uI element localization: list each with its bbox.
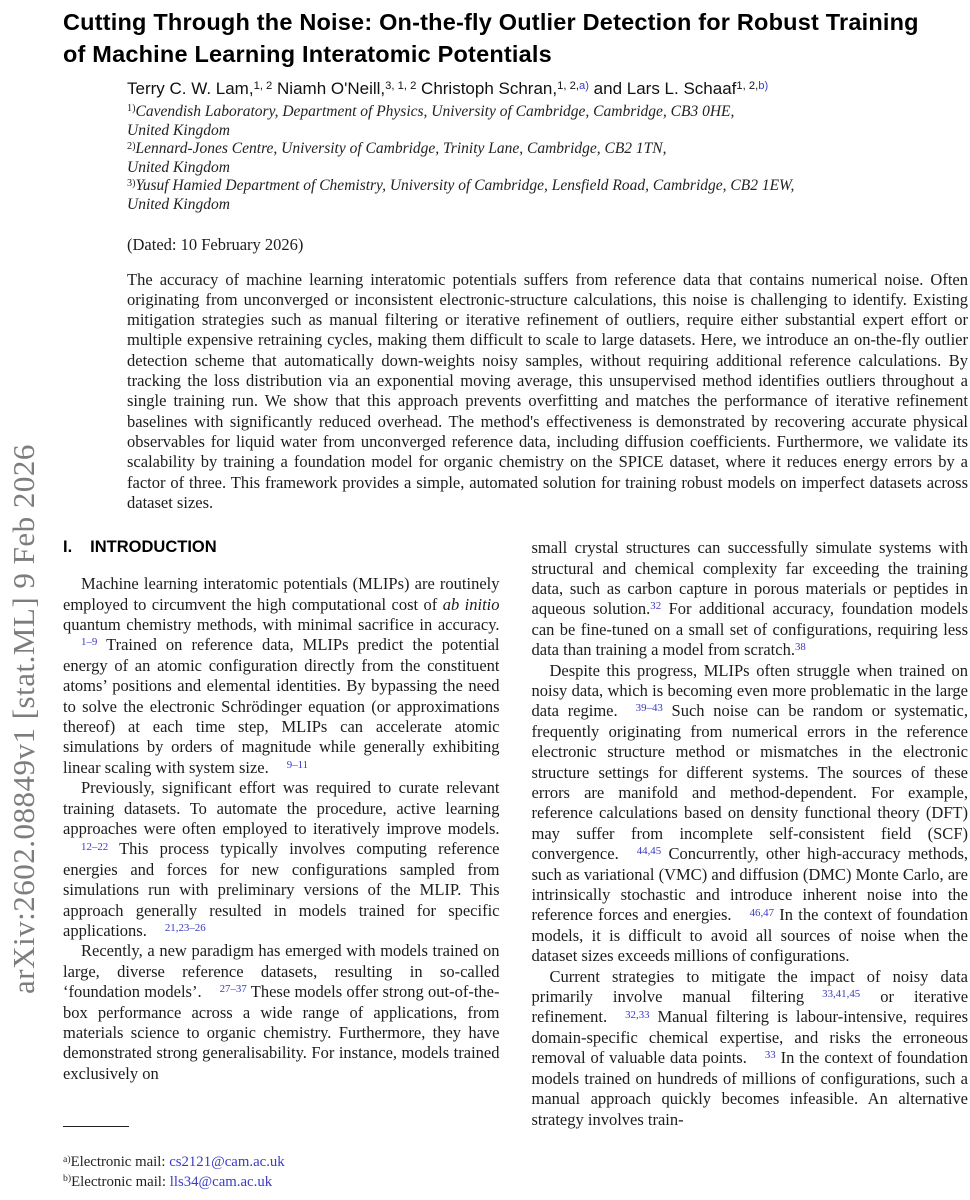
paragraph: Current strategies to mitigate the impact of noisy data primarily involve manual filtering 33,41,45 or iterative refinement. 32,33 Manual filtering is labour-intensive, requires domain-specific chemical expertise, and risks the erroneous removal of valuable data points. 33 In the context of foundation models trained on hundreds of millions of configurations, such a manual approach quickly becomes infeasible. An alternative strategy involves train- <box>531 966 969 1129</box>
footnote-block <box>63 1126 503 1200</box>
email-link[interactable]: lls34@cam.ac.uk <box>169 1173 273 1190</box>
paragraph: Previously, significant effort was required to curate relevant training datasets. To automate the procedure, active learning approaches were often employed to iteratively improve models.12–22 This process typically involves computing reference energies and forces for new configurations sampled from simulations run with preliminary versions of the MLIP. This approach generally resulted in models trained for specific applications. 21,23–26 <box>63 778 500 941</box>
section-heading-introduction <box>63 538 500 557</box>
footnote-b: b)Electronic mail: lls34@cam.ac.uk <box>63 1173 273 1190</box>
abstract: The accuracy of machine learning interatomic potentials suffers from reference data that contains numerical noise. Often originating from unconverged or inconsistent electronic-structure calculations, this noise is challenging to identify. Existing mitigation strategies such as manual filtering or iterative refinement of outliers, require either substantial expert effort or multiple expensive retraining cycles, making them difficult to scale to large datasets. Here, we introduce an on-the-fly outlier detection scheme that automatically down-weights noisy samples, without requiring additional reference calculations. By tracking the loss distribution via an exponential moving average, this unsupervised method identifies outliers throughout a single training run. We show that this approach prevents overfitting and matches the performance of iterative refinement baselines with significantly reduced overhead. The method's effectiveness is demonstrated by recovering accurate physical observables for liquid water from unconverged reference data, including diffusion coefficients. Furthermore, we validate its scalability by training a foundation model for organic chemistry on the SPICE dataset, where it reduces energy errors by a factor of three. This framework provides a simple, automated solution for training robust models on imperfect datasets across dataset sizes. <box>127 269 968 512</box>
paragraph: Recently, a new paradigm has emerged with models trained on large, diverse reference datasets, resulting in so-called ‘foundation models’. 27–37 These models offer strong out-of-the-box performance across a wide range of applications, from materials science to organic chemistry. Furthermore, they have demonstrated strong generalisability. For instance, models trained exclusively on <box>63 941 500 1083</box>
paper-title-line2: of Machine Learning Interatomic Potentials <box>63 41 552 67</box>
affiliation-3: 3)Yusuf Hamied Department of Chemistry, University of Cambridge, Lensfield Road, Cambridge, CB2 1EW, United Kingdom <box>127 177 795 213</box>
affiliations <box>127 103 968 215</box>
date-line: (Dated: 10 February 2026) <box>127 234 304 254</box>
section-title: INTRODUCTION <box>90 538 217 557</box>
affiliation-2: 2)Lennard-Jones Centre, University of Cambridge, Trinity Lane, Cambridge, CB2 1TN, United Kingdom <box>127 140 667 176</box>
author-line: Terry C. W. Lam,1, 2 Niamh O'Neill,3, 1, 2 Christoph Schran,1, 2,a) and Lars L. Schaaf1, 2,b) <box>127 79 769 98</box>
paper-title-line1: Cutting Through the Noise: On-the-fly Outlier Detection for Robust Training <box>63 9 919 35</box>
left-column <box>63 538 500 1130</box>
right-column <box>532 538 969 1130</box>
footnote-a: a)Electronic mail: cs2121@cam.ac.uk <box>63 1153 285 1170</box>
paragraph: Machine learning interatomic potentials (MLIPs) are routinely employed to circumvent the high computational cost of ab initio quantum chemistry methods, with minimal sacrifice in accuracy.1–9 Trained on reference data, MLIPs predict the potential energy of an atomic configuration directly from the constituent atoms’ positions and elemental identities. By bypassing the need to solve the electronic Schrödinger equation (or approximations thereof) at each time step, MLIPs can accelerate atomic simulations by orders of magnitude while generally exhibiting linear scaling with system size. 9–11 <box>63 574 500 777</box>
footnote-rule <box>63 1126 129 1127</box>
header-block <box>127 79 968 513</box>
two-column-body <box>63 538 968 1130</box>
email-link[interactable]: cs2121@cam.ac.uk <box>169 1154 285 1170</box>
affiliation-1: 1)Cavendish Laboratory, Department of Physics, University of Cambridge, Cambridge, CB3 0HE, United Kingdom <box>127 103 735 139</box>
paragraph: small crystal structures can successfully simulate systems with structural and chemical complexity far exceeding the training data, such as carbon capture in porous materials or peptides in aqueous solution.32 For additional accuracy, foundation models can be fine-tuned on a small set of configurations, requiring less data than training a model from scratch.38 <box>531 538 968 660</box>
paragraph: Despite this progress, MLIPs often struggle when trained on noisy data, which is becoming even more problematic in the large data regime. 39–43 Such noise can be random or systematic, frequently originating from numerical errors in the reference electronic structure method or mismatches in the electronic structure settings for different systems. The sources of these errors are manifold and method-dependent. For example, reference calculations based on density functional theory (DFT) may suffer from incomplete self-consistent field (SCF) convergence. 44,45 Concurrently, other high-accuracy methods, such as variational (VMC) and diffusion (DMC) Monte Carlo, are intrinsically stochastic and introduce inherent noise into the reference forces and energies. 46,47 In the context of foundation models, it is difficult to avoid all sources of noise when the dataset sizes exceeds millions of configurations. <box>531 660 969 966</box>
page-content <box>63 0 968 1130</box>
arxiv-stamp: arXiv:2602.08849v1 [stat.ML] 9 Feb 2026 <box>6 444 41 994</box>
section-number: I. <box>63 538 73 557</box>
paper-title <box>63 6 968 70</box>
